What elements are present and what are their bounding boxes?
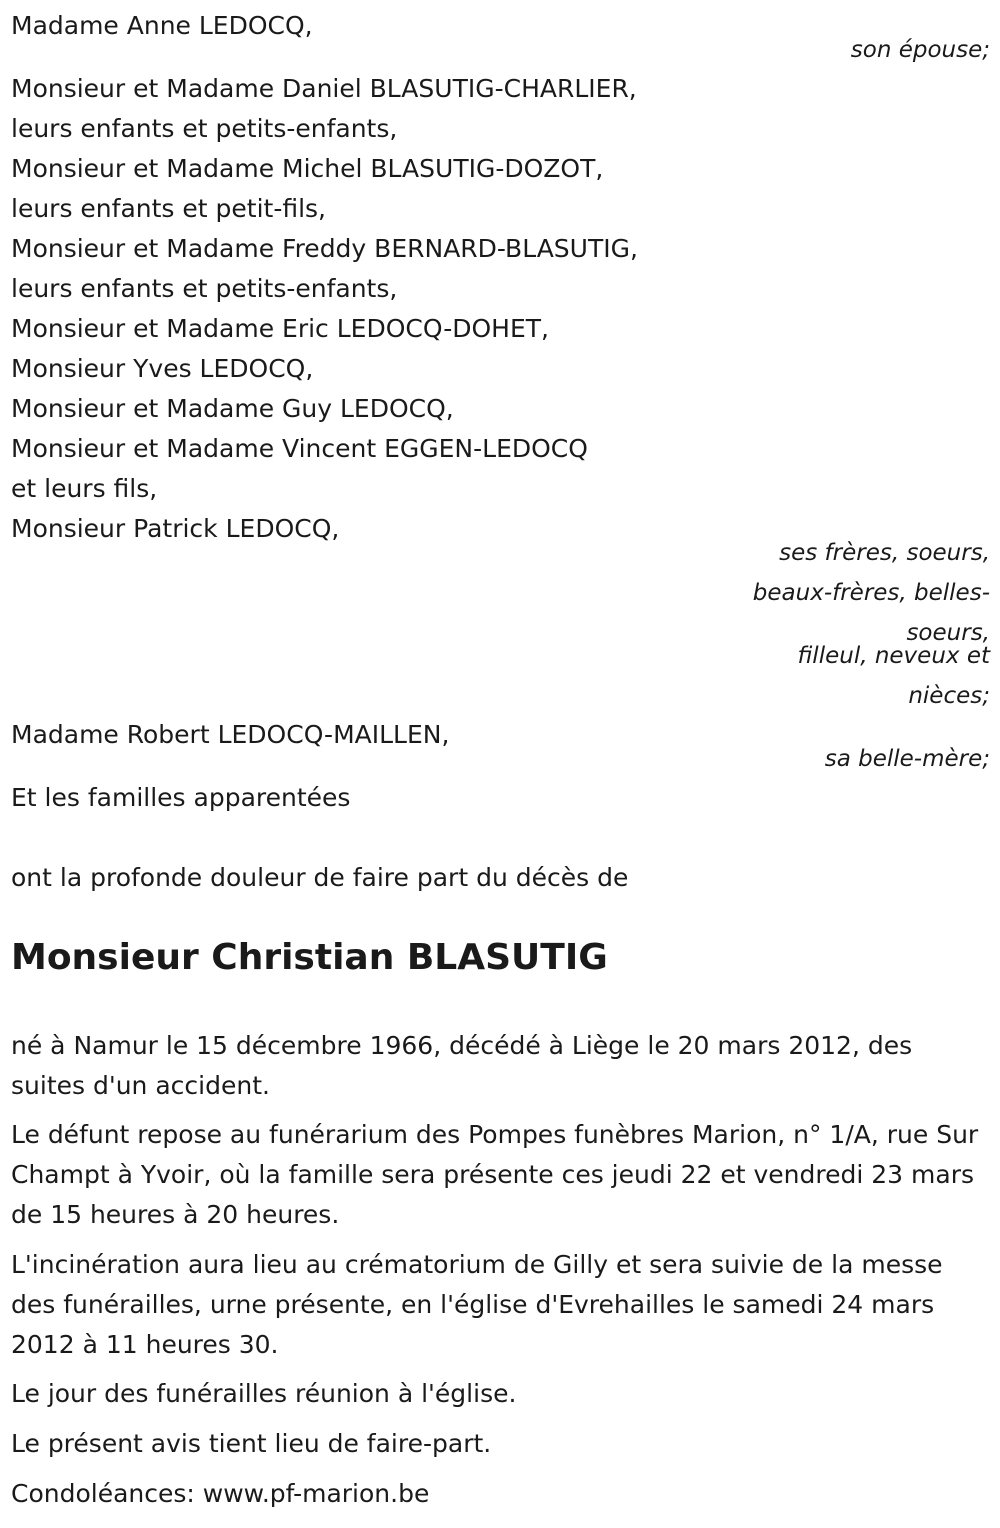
- family-line: Monsieur et Madame Eric LEDOCQ-DOHET,: [11, 314, 549, 343]
- family-line: Monsieur et Madame Freddy BERNARD-BLASUTIG,: [11, 234, 638, 263]
- family-line: leurs enfants et petit-fils,: [11, 194, 327, 223]
- funeral-paragraph: L'incinération aura lieu au crématorium de Gilly et sera suivie de la messe des funérailles, urne présente, en l'église d'Evrehailles le samedi 24 mars 2012 à 11 heures 30.: [11, 1250, 943, 1359]
- family-line: Monsieur et Madame Vincent EGGEN-LEDOCQ: [11, 434, 588, 463]
- spouse-role: son épouse;: [850, 37, 990, 63]
- family-line: Monsieur Yves LEDOCQ,: [11, 354, 314, 383]
- family-line: et leurs fils,: [11, 474, 158, 503]
- mother-in-law-name: Madame Robert LEDOCQ-MAILLEN,: [11, 720, 450, 749]
- family-line: Monsieur et Madame Guy LEDOCQ,: [11, 394, 454, 423]
- notice-paragraph: Le présent avis tient lieu de faire-part.: [11, 1429, 492, 1458]
- siblings-role-line: filleul, neveux et nièces;: [797, 643, 990, 709]
- deceased-name: Monsieur Christian BLASUTIG: [11, 937, 608, 978]
- announcement-text: ont la profonde douleur de faire part du décès de: [11, 863, 629, 892]
- family-line: Monsieur et Madame Michel BLASUTIG-DOZOT,: [11, 154, 604, 183]
- viewing-paragraph: Le défunt repose au funérarium des Pompes funèbres Marion, n° 1/A, rue Sur Champt à Yvoir, où la famille sera présente ces jeudi 22 et vendredi 23 mars de 15 heures à 20 heures.: [11, 1120, 979, 1229]
- meeting-paragraph: Le jour des funérailles réunion à l'église.: [11, 1379, 517, 1408]
- family-line: Monsieur Patrick LEDOCQ,: [11, 514, 340, 543]
- family-line: Monsieur et Madame Daniel BLASUTIG-CHARLIER,: [11, 74, 637, 103]
- related-families: Et les familles apparentées: [11, 783, 351, 812]
- mother-in-law-role: sa belle-mère;: [824, 746, 990, 772]
- siblings-role-line: ses frères, soeurs,: [779, 540, 990, 566]
- family-line: leurs enfants et petits-enfants,: [11, 274, 398, 303]
- family-line: leurs enfants et petits-enfants,: [11, 114, 398, 143]
- condolences-paragraph: Condoléances: www.pf-marion.be: [11, 1479, 430, 1508]
- birth-death-paragraph: né à Namur le 15 décembre 1966, décédé à Liège le 20 mars 2012, des suites d'un accident.: [11, 1031, 913, 1100]
- siblings-role-line: beaux-frères, belles-soeurs,: [752, 580, 990, 646]
- spouse-name: Madame Anne LEDOCQ,: [11, 11, 313, 40]
